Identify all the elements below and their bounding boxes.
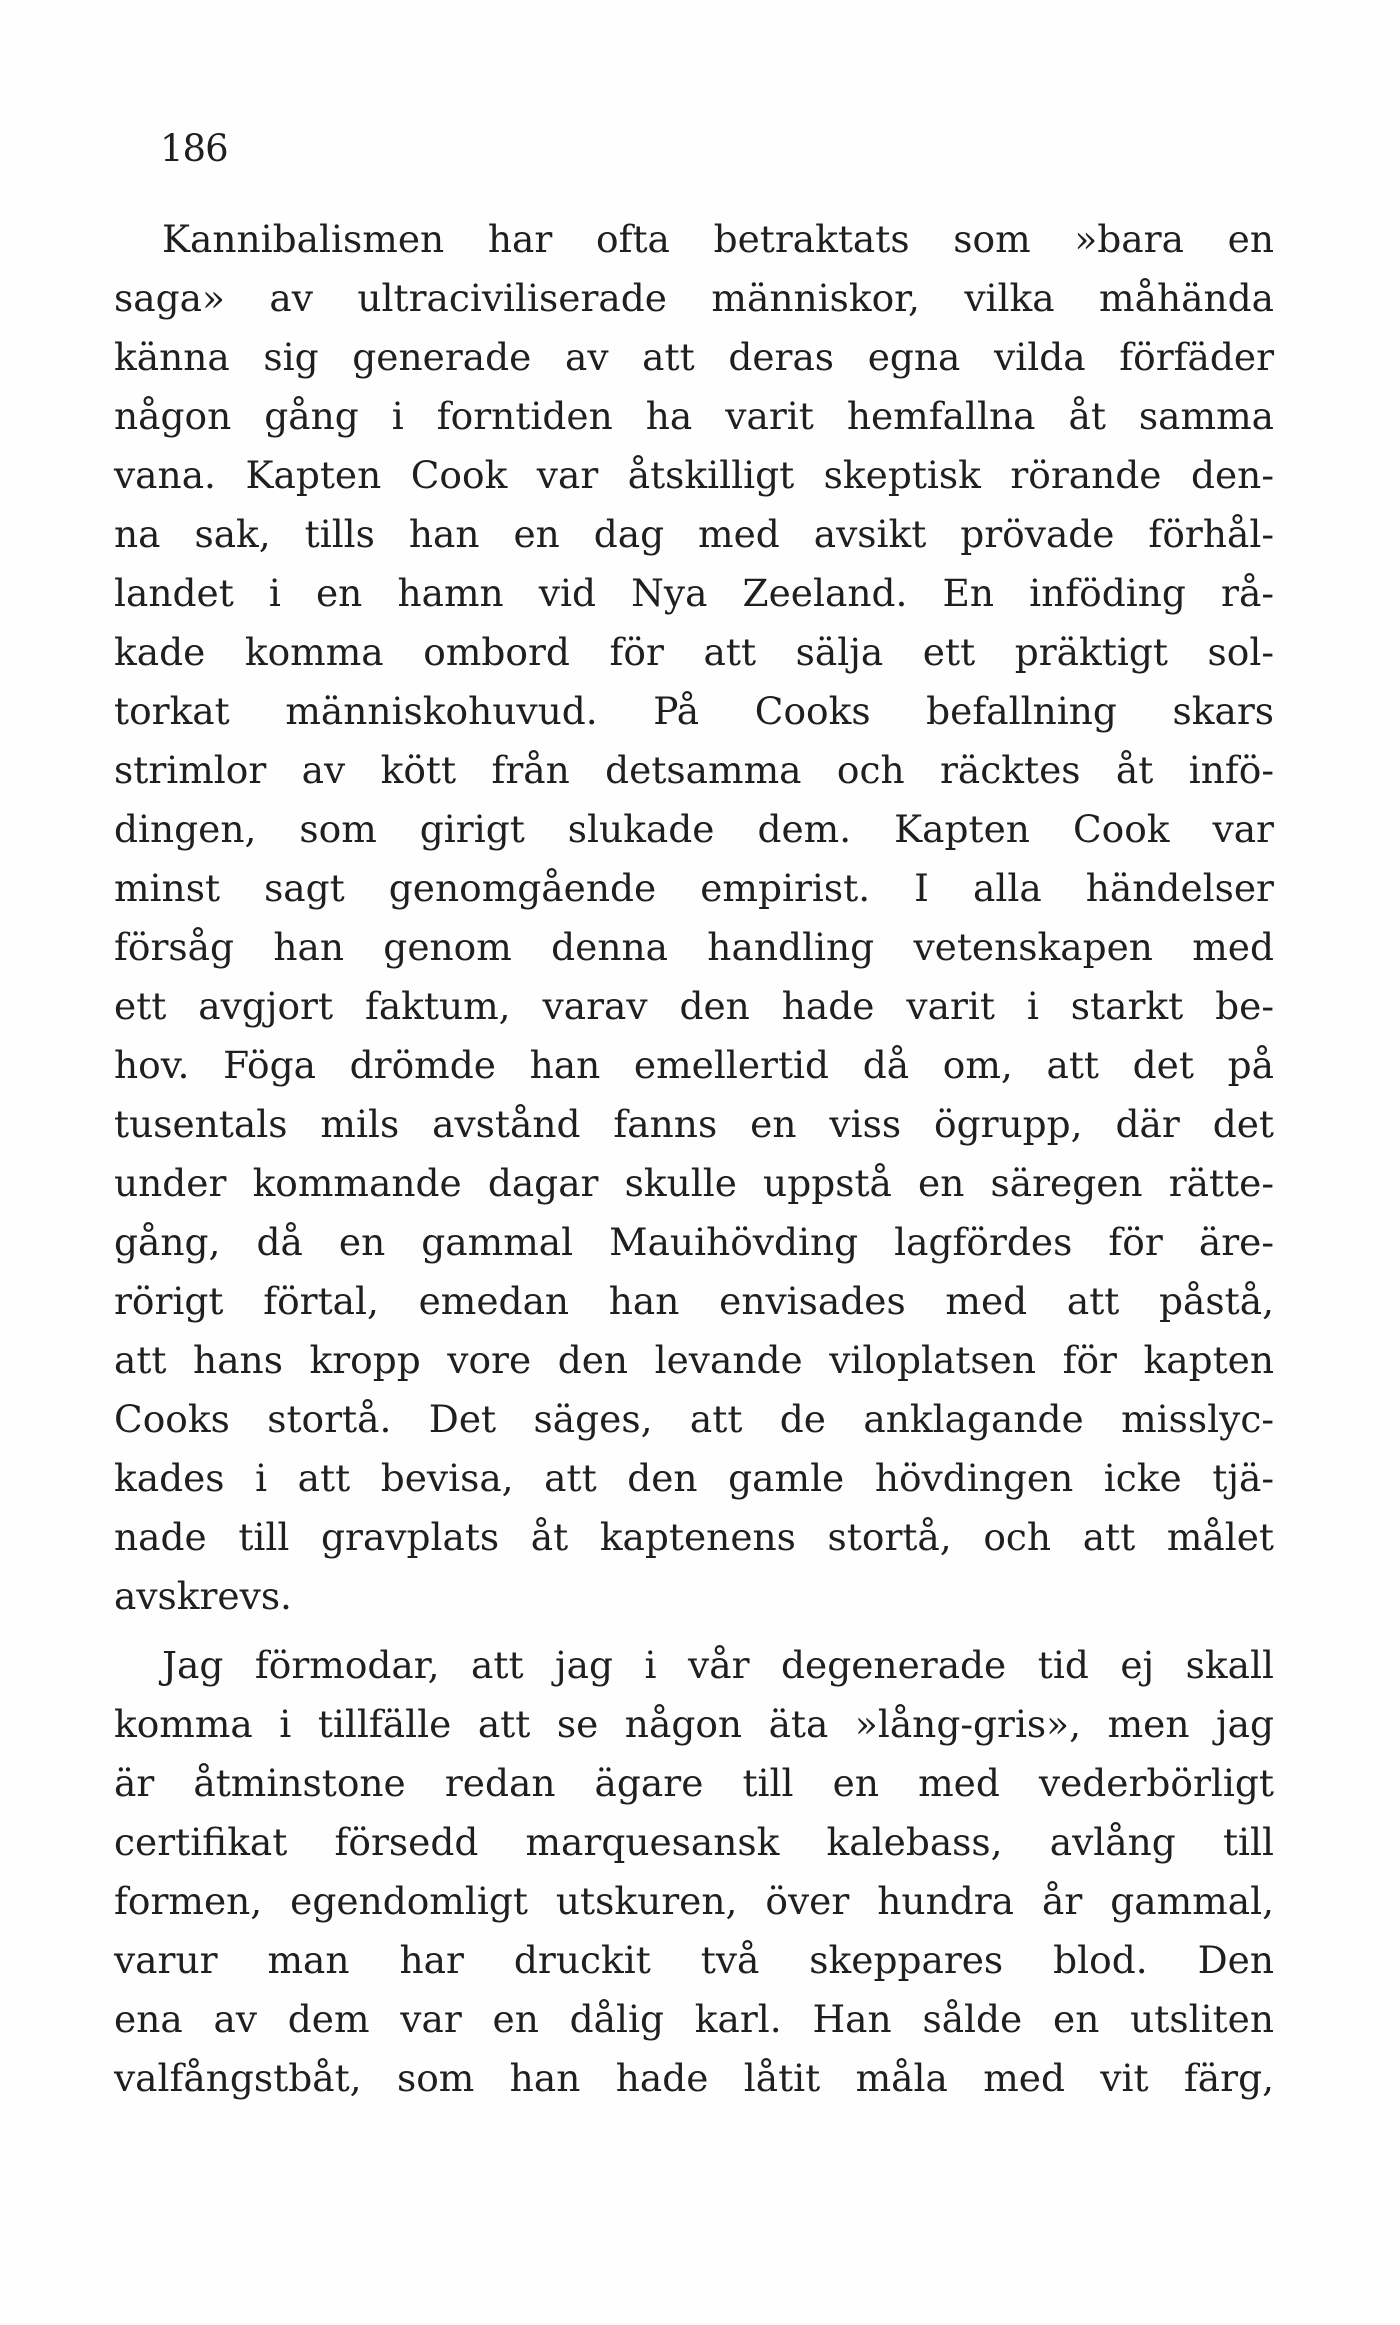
text-line: minst sagt genomgående empirist. I alla händelser: [114, 866, 1274, 910]
text-line: ena av dem var en dålig karl. Han sålde en utsliten: [114, 1997, 1274, 2041]
text-line: kade komma ombord för att sälja ett präktigt sol-: [114, 630, 1274, 674]
text-line: valfångstbåt, som han hade låtit måla med vit färg,: [114, 2056, 1274, 2100]
text-line: kades i att bevisa, att den gamle hövdingen icke tjä-: [114, 1456, 1274, 1500]
text-line: försåg han genom denna handling vetenskapen med: [114, 925, 1274, 969]
text-line: strimlor av kött från detsamma och räcktes åt infö-: [114, 748, 1274, 792]
text-line: ett avgjort faktum, varav den hade varit i starkt be-: [114, 984, 1274, 1028]
text-line: hov. Föga drömde han emellertid då om, att det på: [114, 1043, 1274, 1087]
paragraph-1: [114, 210, 1274, 1626]
text-line: torkat människohuvud. På Cooks befallning skars: [114, 689, 1274, 733]
text-line: Jag förmodar, att jag i vår degenerade tid ej skall: [162, 1643, 1274, 1687]
text-line: varur man har druckit två skeppares blod. Den: [114, 1938, 1274, 1982]
body-text: [114, 210, 1274, 2108]
text-line: certifikat försedd marquesansk kalebass, avlång till: [114, 1820, 1274, 1864]
text-line: rörigt förtal, emedan han envisades med att påstå,: [114, 1279, 1274, 1323]
text-line: landet i en hamn vid Nya Zeeland. En inföding rå-: [114, 571, 1274, 615]
text-line: nade till gravplats åt kaptenens stortå, och att målet: [114, 1515, 1274, 1559]
text-line: under kommande dagar skulle uppstå en säregen rätte-: [114, 1161, 1274, 1205]
text-line: na sak, tills han en dag med avsikt prövade förhål-: [114, 512, 1274, 556]
text-line: formen, egendomligt utskuren, över hundra år gammal,: [114, 1879, 1274, 1923]
text-line: komma i tillfälle att se någon äta »lång-gris», men jag: [114, 1702, 1274, 1746]
text-line: känna sig generade av att deras egna vilda förfäder: [114, 335, 1274, 379]
text-line: avskrevs.: [114, 1574, 292, 1618]
text-line: är åtminstone redan ägare till en med vederbörligt: [114, 1761, 1274, 1805]
text-line: någon gång i forntiden ha varit hemfallna åt samma: [114, 394, 1274, 438]
page-number: 186: [160, 127, 228, 170]
text-line: Kannibalismen har ofta betraktats som »bara en: [162, 217, 1274, 261]
text-line: tusentals mils avstånd fanns en viss ögrupp, där det: [114, 1102, 1274, 1146]
text-line: saga» av ultraciviliserade människor, vilka måhända: [114, 276, 1274, 320]
text-line: att hans kropp vore den levande viloplatsen för kapten: [114, 1338, 1274, 1382]
paragraph-2: [114, 1636, 1274, 2108]
text-line: vana. Kapten Cook var åtskilligt skeptisk rörande den-: [114, 453, 1274, 497]
text-line: gång, då en gammal Mauihövding lagfördes för äre-: [114, 1220, 1274, 1264]
paragraph-gap: [114, 1626, 1274, 1636]
text-line: dingen, som girigt slukade dem. Kapten Cook var: [114, 807, 1274, 851]
text-line: Cooks stortå. Det säges, att de anklagande misslyc-: [114, 1397, 1274, 1441]
